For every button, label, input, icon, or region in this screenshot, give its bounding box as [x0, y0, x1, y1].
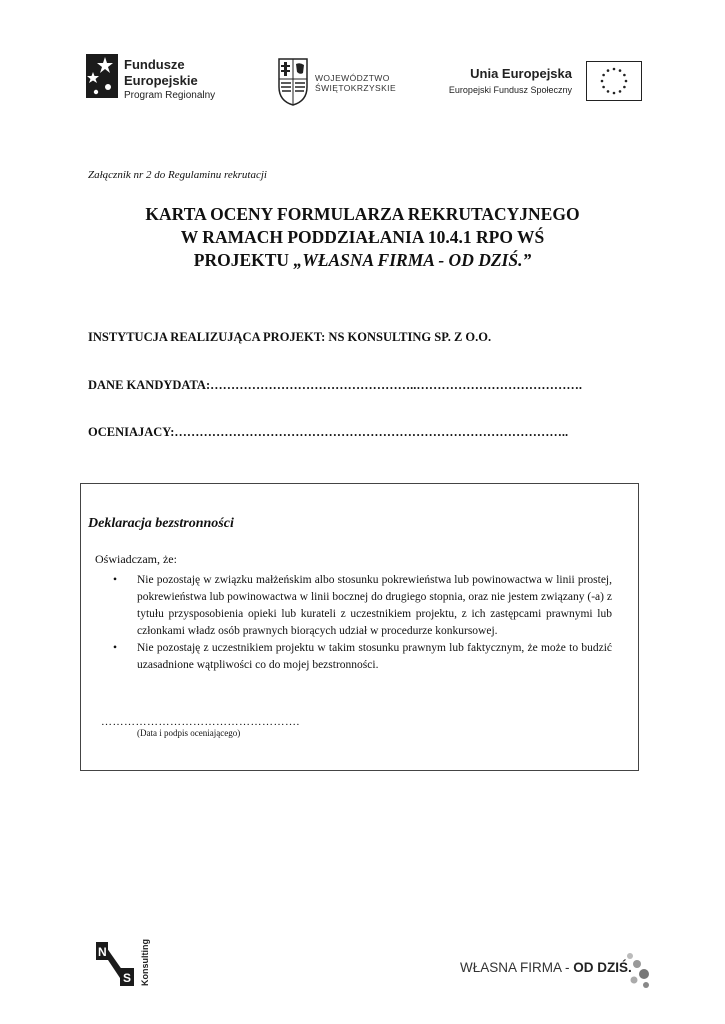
logo-fe-line2: Europejskie: [124, 73, 198, 88]
candidate-label: DANE KANDYDATA:: [88, 378, 211, 392]
coat-of-arms-icon: [277, 57, 309, 107]
declaration-list: [113, 572, 612, 674]
wojewodztwo-swietokrzyskie-logo: [277, 57, 407, 109]
project-logo-light: WŁASNA FIRMA -: [460, 960, 574, 975]
project-logo-bold: OD DZIŚ.: [573, 960, 632, 975]
project-logo: [460, 960, 632, 975]
evaluator-label: OCENIAJACY:: [88, 425, 175, 439]
list-item: [113, 640, 612, 674]
document-title-line1: KARTA OCENY FORMULARZA REKRUTACYJNEGO: [145, 204, 580, 224]
evaluator-fill-line: …………………………………………………………………………………..: [174, 425, 569, 439]
ns-konsulting-emblem-icon: [92, 938, 140, 990]
declaration-item-text: Nie pozostaję z uczestnikiem projektu w takim stosunku prawnym lub faktycznym, że może to budzić uzasadnione wątpliwości co do mojej bezstronności.: [137, 642, 612, 671]
candidate-field: [88, 378, 582, 393]
signature-line: …………………………………………….: [101, 716, 300, 728]
evaluator-field: [88, 425, 568, 440]
project-logo-dots-icon: [624, 950, 654, 990]
bullet-icon: •: [113, 642, 118, 654]
eu-flag-icon: [586, 61, 642, 101]
document-title-line3: [0, 249, 725, 272]
logo-eu-line2: Europejski Fundusz Społeczny: [448, 85, 572, 95]
title-project-name: „WŁASNA FIRMA - OD DZIŚ.”: [293, 250, 532, 270]
bullet-icon: •: [113, 574, 118, 586]
ns-konsulting-text: Konsulting: [140, 939, 150, 986]
logo-fe-line3: Program Regionalny: [124, 90, 216, 101]
institution-field: INSTYTUCJA REALIZUJĄCA PROJEKT: NS KONSULTING SP. Z O.O.: [88, 330, 492, 344]
attachment-note: Załącznik nr 2 do Regulaminu rekrutacji: [88, 169, 267, 181]
fundusze-europejskie-emblem-icon: [86, 54, 118, 98]
list-item: [113, 572, 612, 640]
logo-eu-line1: Unia Europejska: [470, 66, 572, 81]
unia-europejska-logo: [446, 57, 642, 105]
declaration-title: Deklaracja bezstronności: [88, 516, 234, 531]
candidate-fill-line: …………………………………………..………………………………….: [210, 378, 582, 392]
fundusze-europejskie-logo: [86, 52, 236, 108]
logo-fe-line1: Fundusze: [124, 57, 185, 72]
title-project-prefix: PROJEKTU: [193, 250, 294, 270]
svg-text:N: N: [98, 945, 107, 959]
declaration-item-text: Nie pozostaję w związku małżeńskim albo stosunku pokrewieństwa lub powinowactwa w linii prostej, pokrewieństwa lub powinowactwa w linii bocznej do drugiego stopnia, oraz nie jestem związany (-a) z tytułu przysposobienia opieki lub kurateli z uczestnikiem projektu, z ich zastępcami prawnymi lub członkami władz osób prawnych biorących udział w procedurze konkursowej.: [137, 574, 612, 637]
signature-caption: (Data i podpis oceniającego): [137, 728, 241, 738]
logo-ws-line2: ŚWIĘTOKRZYSKIE: [315, 83, 397, 93]
logo-ws-line1: WOJEWÓDZTWO: [315, 73, 390, 83]
declaration-intro: Oświadczam, że:: [95, 552, 177, 566]
svg-text:S: S: [123, 971, 132, 985]
document-title-line2: W RAMACH PODDZIAŁANIA 10.4.1 RPO WŚ: [180, 227, 545, 247]
ns-konsulting-logo: [92, 938, 162, 990]
